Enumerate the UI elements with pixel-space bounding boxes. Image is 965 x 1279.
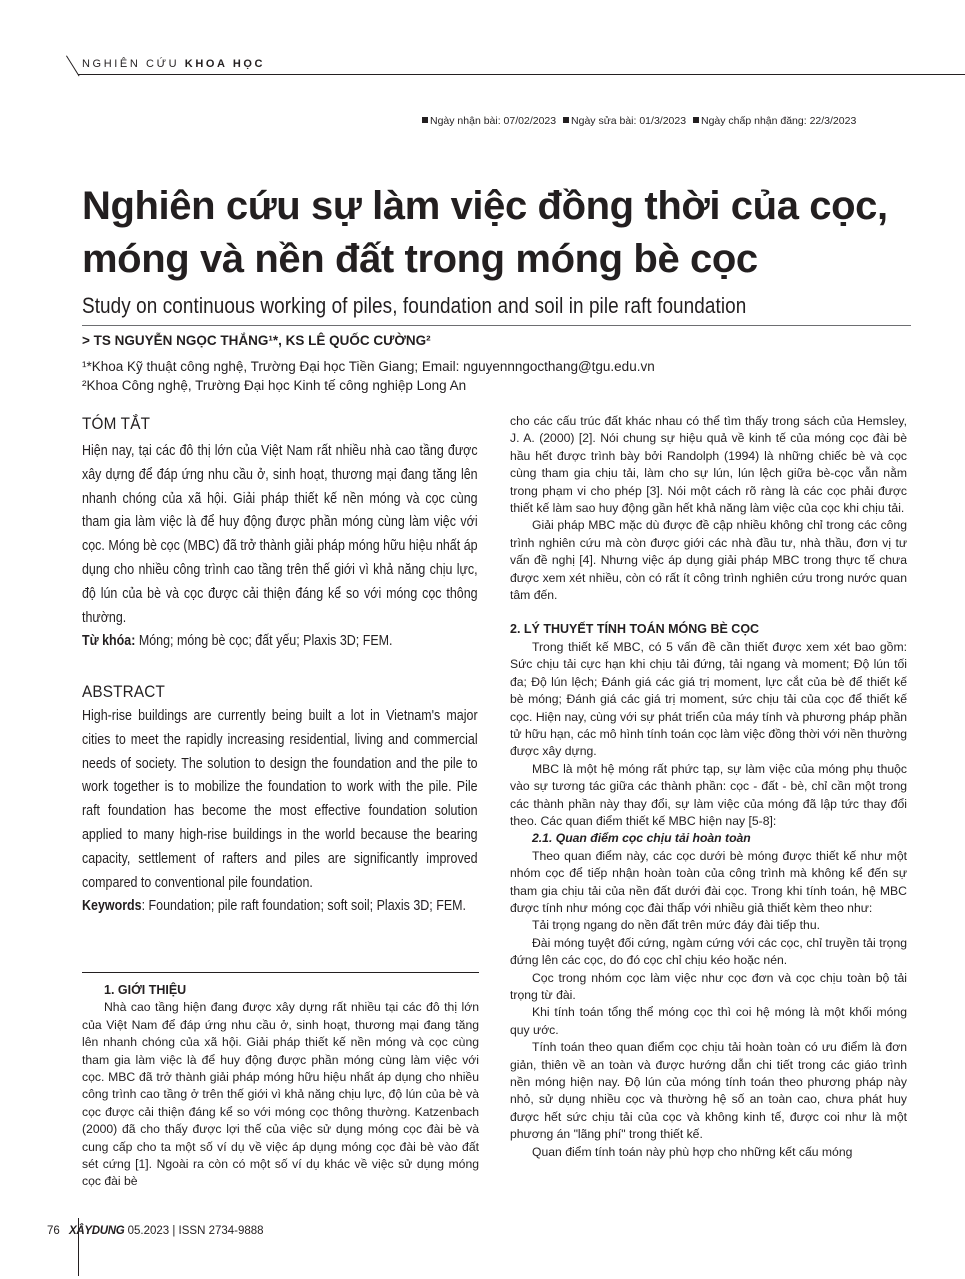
- article-title: [82, 180, 942, 286]
- keywords-vi-label: Từ khóa:: [82, 633, 136, 650]
- right-column: [510, 413, 907, 1161]
- header-rule: [78, 74, 965, 75]
- abstract-vi-text: Hiện nay, tại các đô thị lớn của Việt Nam rất nhiều nhà cao tầng được xây dựng để đáp ứng nhu cầu ở, sinh hoạt, thương mại đang tăng lên nhanh chóng của xã hội. Giải pháp thiết kế nền móng và cọc cùng tham gia làm việc là để huy động được phần móng cùng làm việc với cọc. Móng bè cọc (MBC) đã trở thành giải pháp móng hữu hiệu nhất áp dụng cho nhiều công trình cao tầng trên thế giới vì khả năng chịu lực, độ lún của bè và cọc được cải thiện đáng kể so với móng cọc thông thường. Từ khóa: Móng; móng bè cọc; đất yếu; Plaxis 3D; FEM.: [82, 443, 478, 650]
- intro-heading: 1. GIỚI THIỆU: [104, 983, 187, 997]
- paragraph: Đài móng tuyệt đối cứng, ngàm cứng với các cọc, chỉ truyền tải trọng đứng lên các cọc, do đó cọc chỉ chịu kéo hoặc nén.: [510, 935, 907, 968]
- affiliation-2: ²Khoa Công nghệ, Trường Đại học Kinh tế công nghiệp Long An: [82, 378, 467, 393]
- accepted-date: Ngày chấp nhận đăng: 22/3/2023: [700, 115, 857, 127]
- intro-paragraph: Nhà cao tầng hiện đang được xây dựng rất nhiều tại các đô thị lớn của Việt Nam để đáp ứng nhu cầu ở, sinh hoạt, thương mại đang tăng lên nhanh chóng của xã hội. Giải pháp thiết kế nền móng và cọc cùng tham gia làm việc là để huy động được phần móng cùng làm việc với cọc. MBC đã trở thành giải pháp móng hữu hiệu nhất áp dụng cho nhiều công trình cao tầng ở trên thế giới vì khả năng chịu lực, độ lún của bè và cọc được cải thiện đáng kể so với móng cọc thông thường. Katzenbach (2000) đã cho thấy được lợi thế của việc sử dụng móng cọc đài bè và cung cấp cho ta một số ví dụ về việc áp dụng móng cọc đài bè vào đất sét cứng [1]. Ngoài ra còn có một số ví dụ khác về việc sử dụng móng cọc đài bè: [82, 1000, 479, 1189]
- authors: > TS NGUYỄN NGỌC THẮNG¹*, KS LÊ QUỐC CƯỜNG²: [82, 333, 431, 348]
- subsection-2-1-heading: 2.1. Quan điểm cọc chịu tải hoàn toàn: [532, 831, 751, 846]
- paragraph: Tính toán theo quan điểm cọc chịu tải hoàn toàn có ưu điểm là đơn giản, thiên về an toàn và được hướng dẫn chi tiết trong các giáo trình nền móng hiện nay. Độ lún của móng tính toán theo phương pháp này nhỏ, sử dụng nhiều cọc và thường hệ số an toàn cao, chưa phát huy được hết sức chịu tải của cọc và không kinh tế, được coi như là một phương án "lãng phí" trong thiết kế.: [510, 1040, 907, 1142]
- title-rule: [82, 325, 911, 326]
- revised-date: Ngày sửa bài: 01/3/2023: [571, 115, 687, 127]
- paragraph: Khi tính toán tổng thể móng cọc thì coi hệ móng là một khối móng quy ước.: [510, 1005, 907, 1037]
- article-dates: [418, 115, 856, 127]
- section-2-heading: 2. LÝ THUYẾT TÍNH TOÁN MÓNG BÈ CỌC: [510, 622, 760, 637]
- abstract-en-text: High-rise buildings are currently being built a lot in Vietnam's major cities to meet the rapidly increasing residential, living and commercial needs of society. The solution to design the foundation and the pile to work together is to mobilize the foundation to work with the pile. Pile raft foundation has become the most effective foundation solution applied to many high-rise buildings in the world because the bearing capacity, settlement of rafters and piles are significantly improved compared to conventional pile foundation. Keywords: Foundation; pile raft foundation; soft soil; Plaxis 3D; FEM.: [82, 708, 478, 915]
- keywords-en-label: Keywords: [82, 898, 142, 915]
- keywords-vi: Móng; móng bè cọc; đất yếu; Plaxis 3D; FEM.: [135, 633, 393, 650]
- abstract-vi-heading: TÓM TẮT: [82, 414, 151, 433]
- paragraph: Quan điểm tính toán này phù hợp cho những kết cấu móng: [532, 1144, 853, 1159]
- issue-info: 05.2023 | ISSN 2734-9888: [124, 1225, 264, 1237]
- column-separator: [82, 972, 479, 973]
- footer: [47, 1225, 264, 1237]
- title-line-1: Nghiên cứu sự làm việc đồng thời của cọc,: [82, 184, 888, 228]
- bullet-square-icon: [422, 117, 428, 123]
- bullet-square-icon: [563, 117, 569, 123]
- introduction-section: [82, 982, 479, 1191]
- paragraph: cho các cấu trúc đất khác nhau có thể tìm thấy trong sách của Hemsley, J. A. (2000) [2]. Nói chung sự hiệu quả về kinh tế của móng cọc đài bè hầu hết được trình bày bởi Randolph (1994) là những chiếc bè và cọc cùng tham gia chịu tải, làm cho sự lún, lún lệch giữa bè-cọc vẫn nằm trong phạm vi cho phép [3]. Nói một cách rõ ràng là các cọc phải được thiết kế làm sao huy động gần hết khả năng làm việc của cọc khi chịu tải.: [510, 414, 907, 516]
- bullet-square-icon: [693, 117, 699, 123]
- paragraph: Trong thiết kế MBC, có 5 vấn đề cần thiết được xem xét bao gồm: Sức chịu tải cực hạn khi chịu tải đứng, tải ngang và moment; Độ lún tối đa; Độ lún lệch; Đánh giá các giá trị moment, lực cắt của bè để thiết kế bè móng; Đánh giá các giá trị moment, sức chịu tải của cọc để thiết kế cọc. Hiện nay, cùng với sự phát triển của máy tính và phương pháp phần tử hữu hạn, các mô hình tính toán cọc làm việc đồng thời với nền thường được xây dựng.: [510, 639, 907, 759]
- affiliation-1: ¹*Khoa Kỹ thuật công nghệ, Trường Đại học Tiền Giang; Email: nguyennngocthang@tgu.edu.vn: [82, 359, 655, 374]
- paragraph: MBC là một hệ móng rất phức tạp, sự làm việc của móng phụ thuộc vào sự tương tác giữa các thành phần: cọc - đất - bè, chỉ cần một trong các thành phần này thay đổi, sự làm việc của móng đã lập tức thay đổi theo. Các quan điểm thiết kế MBC hiện nay [5-8]:: [510, 761, 907, 828]
- paragraph: Theo quan điểm này, các cọc dưới bè móng được thiết kế như một nhóm cọc để tiếp nhận hoàn toàn của công trình mà không kể đến sự tham gia chịu tải của nền đất dưới đài cọc. Trong khi tính toán, hệ MBC được tính như móng cọc đài thấp với nhiều giả thiết kèm theo như:: [510, 848, 907, 915]
- received-date: Ngày nhận bài: 07/02/2023: [430, 115, 557, 127]
- keywords-en: : Foundation; pile raft foundation; soft soil; Plaxis 3D; FEM.: [141, 898, 466, 915]
- paragraph: Tải trọng ngang do nền đất trên mức đáy đài tiếp thu.: [532, 918, 820, 933]
- journal-logo: XÂYDUNG: [69, 1225, 125, 1237]
- title-line-2: móng và nền đất trong móng bè cọc: [82, 237, 758, 281]
- paragraph: Giải pháp MBC mặc dù được đề cập nhiều không chỉ trong các công trình nghiên cứu mà còn được giới các nhà đầu tư, nhà thầu, đơn vị tư vấn đề nghị [4]. Nhưng việc áp dụng giải pháp MBC trong thực tế chưa được xem xét nhiều, còn có rất ít công trình nghiên cứu trong nước quan tâm đến.: [510, 518, 907, 603]
- paragraph: Cọc trong nhóm cọc làm việc như cọc đơn và cọc chịu toàn bộ tải trọng từ đài.: [510, 970, 907, 1002]
- abstract-en-heading: ABSTRACT: [82, 682, 166, 701]
- section-tag: NGHIÊN CỨU KHOA HỌC: [82, 58, 266, 70]
- english-title: Study on continuous working of piles, foundation and soil in pile raft foundation: [82, 293, 747, 318]
- page-number: 76: [47, 1225, 60, 1237]
